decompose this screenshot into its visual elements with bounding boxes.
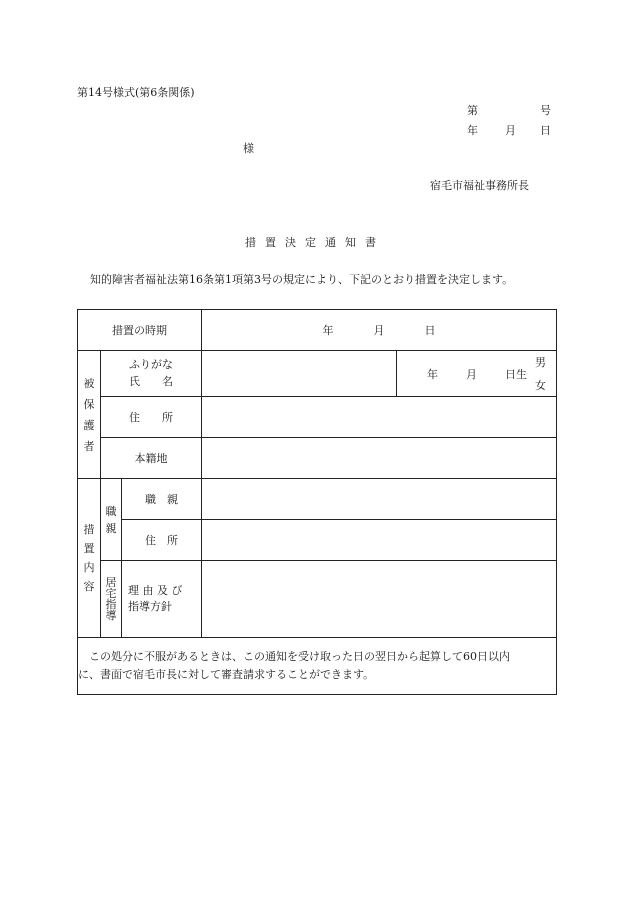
period-year-label: 年 (322, 324, 334, 337)
document-title: 措置決定通知書 (245, 236, 385, 249)
home-guidance-char-3: 指 (105, 598, 117, 611)
reason-label-line-1: 理 由 及 び (128, 583, 183, 597)
protected-person-char-2: 保 (83, 397, 95, 411)
birth-day-label: 日生 (505, 367, 528, 381)
furigana-label: ふりがな (129, 358, 174, 371)
reason-label-line-2: 指導方針 (128, 600, 172, 613)
measure-char-4: 容 (83, 580, 95, 593)
foster-char-1: 職 (105, 504, 117, 518)
date-day-label: 日 (540, 124, 551, 137)
domicile-value-cell[interactable] (202, 438, 557, 479)
birth-date (397, 366, 556, 382)
foster-address-label: 住 所 (122, 520, 202, 561)
foster-char-2: 親 (105, 521, 117, 535)
home-guidance-row (78, 561, 557, 638)
measure-char-1: 措 (83, 523, 95, 536)
home-guidance-label (101, 561, 122, 638)
foster-label (101, 479, 122, 561)
domicile-row (78, 438, 557, 479)
protected-person-char-1: 被 (83, 376, 95, 390)
date-year-label: 年 (467, 124, 478, 137)
protected-person-char-4: 者 (83, 439, 95, 453)
foster-parent-row (78, 479, 557, 520)
address-row (78, 397, 557, 438)
period-month-label: 月 (373, 324, 385, 337)
address-value-cell[interactable] (202, 397, 557, 438)
measure-char-3: 内 (83, 561, 95, 574)
protected-person-label (78, 351, 101, 479)
issuer-name: 宿毛市福祉事務所長 (430, 179, 529, 192)
home-guidance-char-4: 導 (105, 609, 117, 622)
measure-char-2: 置 (83, 542, 95, 555)
measure-content-label (78, 479, 101, 638)
period-label: 措置の時期 (78, 310, 202, 351)
reason-value-cell[interactable] (202, 561, 557, 638)
notice-row (78, 638, 557, 695)
intro-text: 知的障害者福祉法第16条第1項第3号の規定により、下記のとおり措置を決定します。 (90, 273, 514, 286)
notice-line-2: に、書面で宿毛市長に対して審査請求することができます。 (78, 668, 375, 681)
foster-parent-value-cell[interactable] (202, 479, 557, 520)
name-label: 氏 名 (129, 374, 174, 388)
home-guidance-char-2: 宅 (105, 587, 117, 600)
doc-number-prefix: 第 (467, 104, 478, 117)
addressee-suffix: 様 (243, 142, 254, 155)
appeal-notice (78, 638, 557, 695)
notice-line-1: この処分に不服があるときは、この通知を受け取った日の翌日から起算して60日以内 (89, 649, 510, 663)
registered-domicile-label: 本籍地 (101, 438, 202, 479)
female-label: 女 (535, 379, 547, 392)
name-row (78, 351, 557, 397)
period-value-cell[interactable] (202, 310, 557, 351)
male-label: 男 (535, 356, 547, 369)
foster-parent-label: 職 親 (122, 479, 202, 520)
reason-label-cell (122, 561, 202, 638)
name-label-cell (101, 351, 202, 397)
address-label: 住 所 (101, 397, 202, 438)
name-value-cell[interactable] (202, 351, 397, 397)
birth-year-label: 年 (427, 367, 439, 381)
doc-number-suffix: 号 (540, 104, 551, 117)
foster-address-row (78, 520, 557, 561)
period-row (78, 310, 557, 351)
home-guidance-char-1: 居 (105, 576, 117, 589)
protected-person-char-3: 護 (83, 418, 95, 432)
form-number: 第14号様式(第6条関係) (77, 86, 195, 99)
date-month-label: 月 (505, 124, 516, 137)
measure-form-table (77, 309, 557, 695)
birth-sex-cell[interactable] (397, 351, 557, 397)
birth-month-label: 月 (466, 367, 478, 381)
foster-address-value-cell[interactable] (202, 520, 557, 561)
period-day-label: 日 (424, 324, 436, 337)
